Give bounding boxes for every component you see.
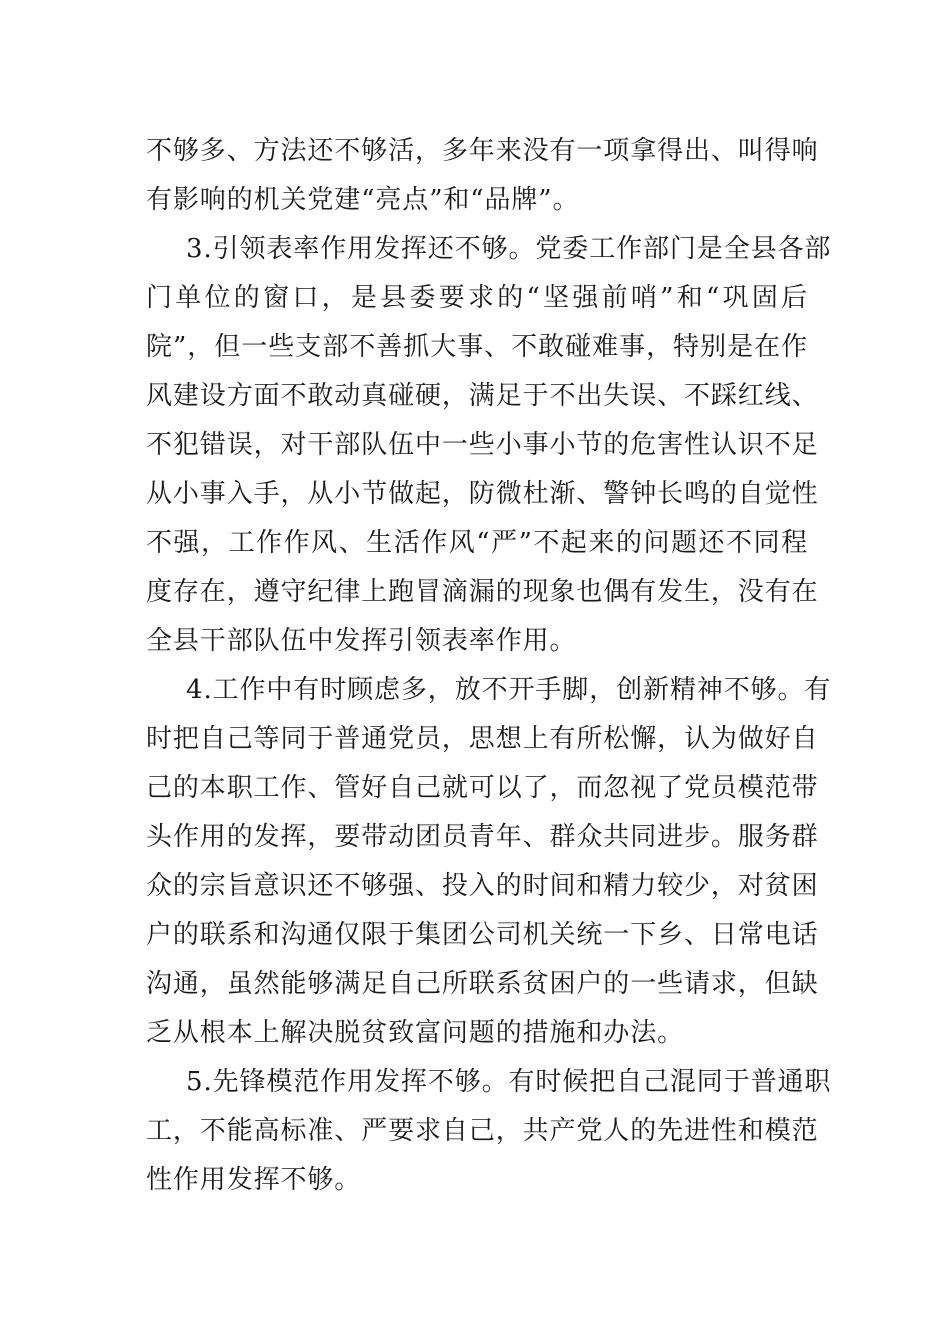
text-line: 全县干部队伍中发挥引领表率作用。 (146, 626, 577, 656)
text-line: 不强，工作作风、生活作风“严”不起来的问题还不同程 (146, 528, 808, 558)
paragraph-first-line: 4.工作中有时顾虑多，放不开手脚，创新精神不够。有 (186, 675, 832, 705)
text-line: 不犯错误，对干部队伍中一些小事小节的危害性认识不足 (146, 430, 819, 460)
text-line: 性作用发挥不够。 (146, 1165, 362, 1195)
text-line: 时把自己等同于普通党员，思想上有所松懈，认为做好自 (146, 724, 819, 754)
text-line: 不够多、方法还不够活，多年来没有一项拿得出、叫得响 (146, 136, 819, 166)
text-line: 众的宗旨意识还不够强、投入的时间和精力较少，对贫困 (146, 871, 819, 901)
text-line: 己的本职工作、管好自己就可以了，而忽视了党员模范带 (146, 773, 819, 803)
text-line: 沟通，虽然能够满足自己所联系贫困户的一些请求，但缺 (146, 969, 819, 999)
text-line: 工，不能高标准、严要求自己，共产党人的先进性和模范 (146, 1116, 819, 1146)
body-text (146, 127, 832, 1205)
text-line: 有影响的机关党建“亮点”和“品牌”。 (146, 185, 580, 215)
text-line: 从小事入手，从小节做起，防微杜渐、警钟长鸣的自觉性 (146, 479, 819, 509)
text-line: 头作用的发挥，要带动团员青年、群众共同进步。服务群 (146, 822, 819, 852)
text-line: 乏从根本上解决脱贫致富问题的措施和办法。 (146, 1018, 685, 1048)
text-line: 度存在，遵守纪律上跑冒滴漏的现象也偶有发生，没有在 (146, 577, 819, 607)
paragraph-first-line: 3.引领表率作用发挥还不够。党委工作部门是全县各部 (186, 234, 832, 264)
text-line: 风建设方面不敢动真碰硬，满足于不出失误、不踩红线、 (146, 381, 819, 411)
text-line: 门单位的窗口，是县委要求的“坚强前哨”和“巩固后 (146, 283, 808, 313)
paragraph-first-line: 5.先锋模范作用发挥不够。有时候把自己混同于普通职 (186, 1067, 832, 1097)
text-line: 院”，但一些支部不善抓大事、不敢碰难事，特别是在作 (146, 332, 808, 362)
text-line: 户的联系和沟通仅限于集团公司机关统一下乡、日常电话 (146, 920, 819, 950)
